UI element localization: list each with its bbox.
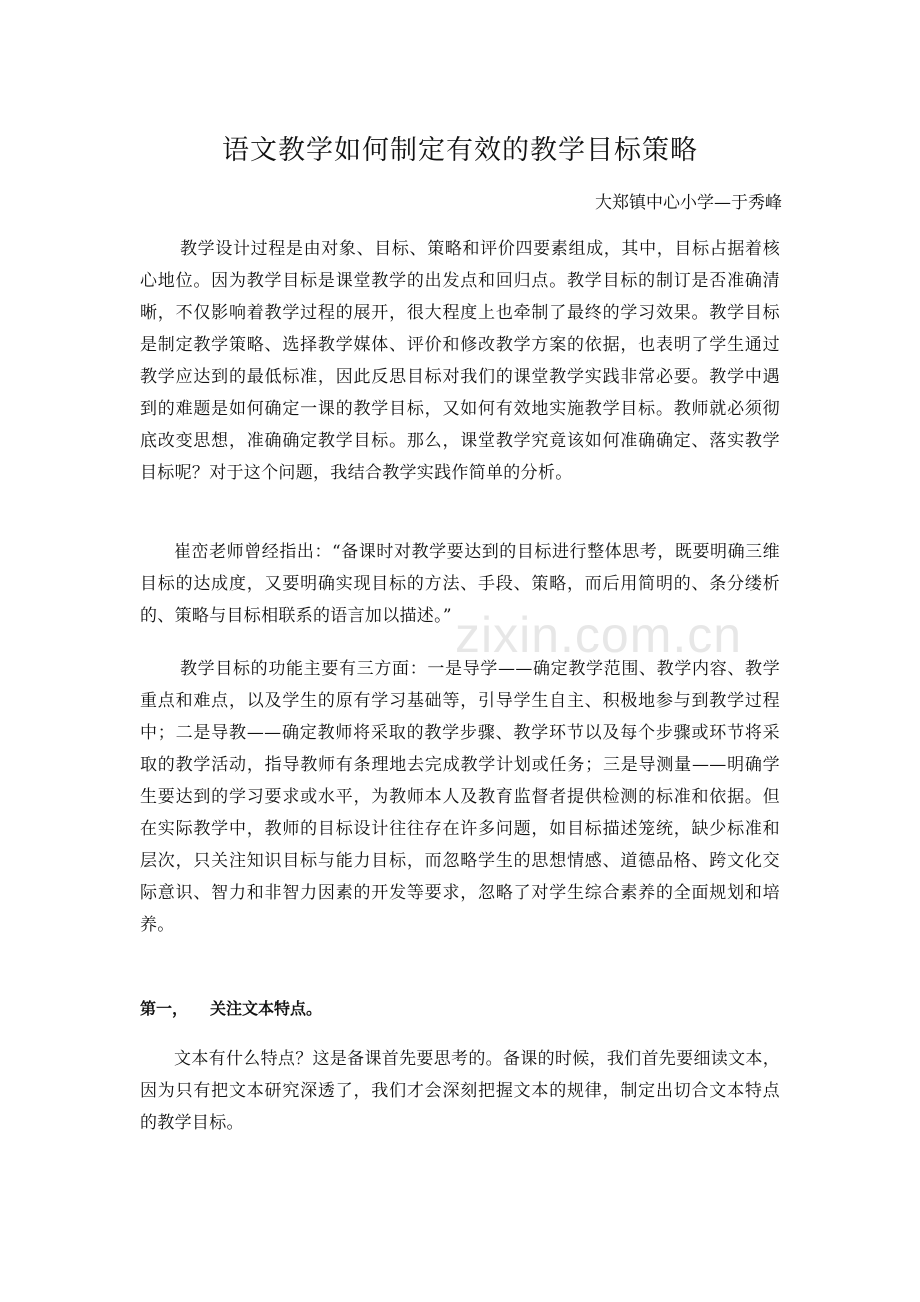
section-title: 关注文本特点。 xyxy=(210,999,323,1018)
paragraph-text-features: 文本有什么特点？这是备课首先要思考的。备课的时候，我们首先要细读文本，因为只有把文本研究深透了，我们才会深刻把握文本的规律，制定出切合文本特点的教学目标。 xyxy=(140,1049,780,1133)
section-heading xyxy=(140,996,322,1019)
watermark: zixin.com.cn xyxy=(455,607,743,663)
paragraph-quote: 崔峦老师曾经指出：“备课时对教学要达到的目标进行整体思考，既要明确三维目标的达成度，又要明确实现目标的方法、手段、策略，而后用简明的、条分缕析的、策略与目标相联系的语言加以描述。” xyxy=(140,542,780,626)
section-number: 第一， xyxy=(140,999,189,1018)
author-line: 大郑镇中心小学—于秀峰 xyxy=(595,193,782,213)
document-title: 语文教学如何制定有效的教学目标策略 xyxy=(222,135,698,166)
paragraph-intro: 教学设计过程是由对象、目标、策略和评价四要素组成，其中，目标占据着核心地位。因为教学目标是课堂教学的出发点和回归点。教学目标的制订是否准确清晰，不仅影响着教学过程的展开，很大程度上也牵制了最终的学习效果。教学目标是制定教学策略、选择教学媒体、评价和修改教学方案的依据，也表明了学生通过教学应达到的最低标准，因此反思目标对我们的课堂教学实践非常必要。教学中遇到的难题是如何确定一课的教学目标，又如何有效地实施教学目标。教师就必须彻底改变思想，准确确定教学目标。那么，课堂教学究竟该如何准确确定、落实教学目标呢？对于这个问题，我结合教学实践作简单的分析。 xyxy=(140,239,780,483)
paragraph-functions: 教学目标的功能主要有三方面：一是导学——确定教学范围、教学内容、教学重点和难点，以及学生的原有学习基础等，引导学生自主、积极地参与到教学过程中；二是导教——确定教师将采取的教学步骤、教学环节以及每个步骤或环节将采取的教学活动，指导教师有条理地去完成教学计划或任务；三是导测量——明确学生要达到的学习要求或水平，为教师本人及教育监督者提供检测的标准和依据。但在实际教学中，教师的目标设计往往存在许多问题，如目标描述笼统，缺少标准和层次，只关注知识目标与能力目标，而忽略学生的思想情感、道德品格、跨文化交际意识、智力和非智力因素的开发等要求，忽略了对学生综合素养的全面规划和培养。 xyxy=(140,659,780,935)
